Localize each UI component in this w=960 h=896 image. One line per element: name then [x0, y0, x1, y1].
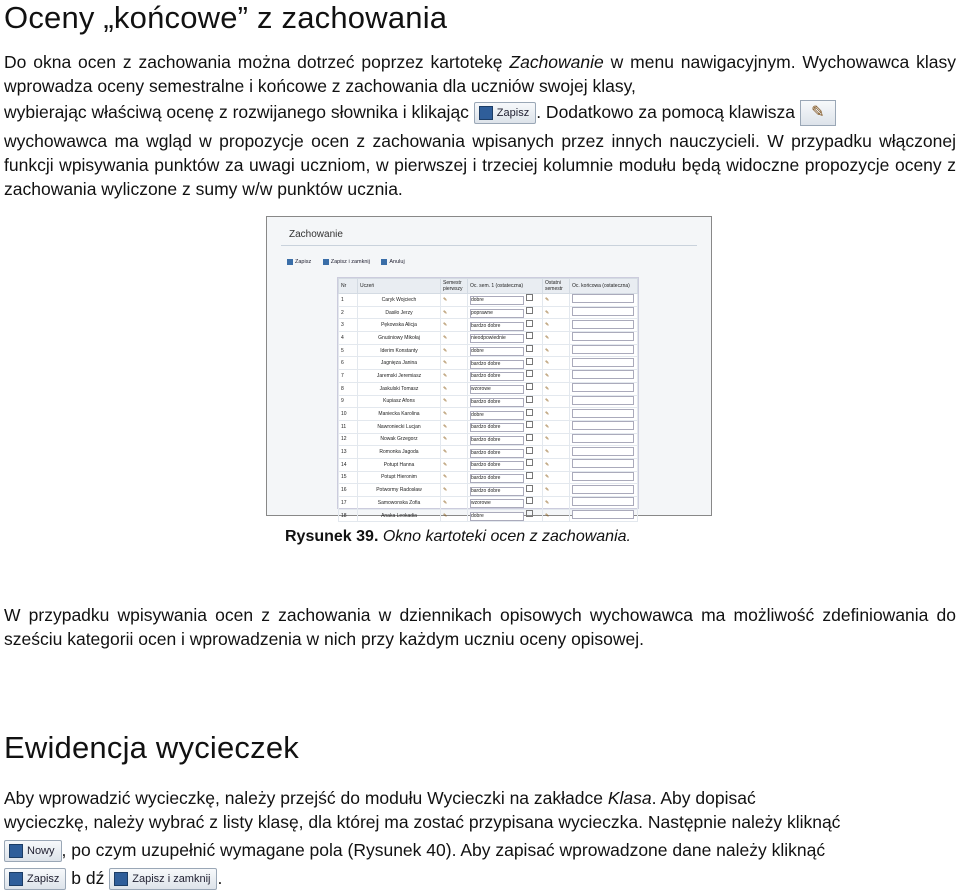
grade-select[interactable]: bardzo dobre [470, 372, 524, 381]
sem1-grade-cell [468, 509, 543, 522]
paragraph-trips-2: wycieczkę, należy wybrać z listy klasę, dla której ma zostać przypisana wycieczka. Następnie należy kliknąć [4, 812, 841, 832]
pencil-icon[interactable]: ✎ [545, 334, 550, 341]
paragraph-intro [4, 50, 956, 98]
table-row [339, 484, 638, 497]
grade-select[interactable]: bardzo dobre [470, 487, 524, 496]
grade-select[interactable]: bardzo dobre [470, 423, 524, 432]
pencil-icon[interactable]: ✎ [443, 449, 448, 456]
final-grade-select[interactable] [572, 409, 634, 418]
student-name: Pękowska Alicja [358, 319, 441, 332]
pencil-icon[interactable]: ✎ [443, 309, 448, 316]
pencil-icon[interactable]: ✎ [443, 296, 448, 303]
table-row [339, 420, 638, 433]
sem1-proposal [441, 446, 468, 459]
pencil-icon[interactable]: ✎ [545, 322, 550, 329]
final-grade-cell [570, 497, 638, 510]
text-klasa-italic: Klasa [607, 788, 652, 808]
last-sem-proposal [543, 420, 570, 433]
new-doc-icon [9, 844, 23, 858]
row-number: 7 [339, 370, 358, 383]
toolbar-cancel: Anuluj [381, 259, 404, 265]
grade-select[interactable]: bardzo dobre [470, 360, 524, 369]
paragraph-descriptive: W przypadku wpisywania ocen z zachowania w dziennikach opisowych wychowawca ma możliwość zdefiniowania do sześciu kategorii ocen i wprowadzenia w nich przy każdym uczniu oceny opisowej. [4, 605, 956, 649]
text-line3-end: . Dodatkowo za pomocą klawisza [536, 102, 795, 122]
grade-checkbox[interactable] [526, 320, 533, 327]
pencil-icon[interactable]: ✎ [443, 398, 448, 405]
table-row [339, 471, 638, 484]
caption-text: Okno kartoteki ocen z zachowania. [378, 528, 631, 545]
table-row [339, 433, 638, 446]
final-grade-cell [570, 395, 638, 408]
col-sem1: Semestr pierwszy [441, 279, 468, 294]
grade-select[interactable]: poprawne [470, 309, 524, 318]
pencil-icon[interactable]: ✎ [545, 372, 550, 379]
grade-select[interactable]: bardzo dobre [470, 449, 524, 458]
final-grade-cell [570, 344, 638, 357]
grade-select[interactable]: bardzo dobre [470, 436, 524, 445]
grade-select[interactable]: wzorowe [470, 385, 524, 394]
divider [281, 245, 697, 246]
sem1-grade-cell [468, 319, 543, 332]
grade-checkbox[interactable] [526, 307, 533, 314]
grade-checkbox[interactable] [526, 434, 533, 441]
final-grade-select[interactable] [572, 294, 634, 303]
pencil-icon[interactable]: ✎ [545, 360, 550, 367]
grade-checkbox[interactable] [526, 332, 533, 339]
grade-checkbox[interactable] [526, 485, 533, 492]
grade-checkbox[interactable] [526, 409, 533, 416]
final-grade-select[interactable] [572, 383, 634, 392]
sem1-proposal [441, 420, 468, 433]
pencil-icon[interactable]: ✎ [443, 334, 448, 341]
student-name: Gnuśniowy Mikołaj [358, 332, 441, 345]
toolbar [287, 259, 415, 265]
final-grade-cell [570, 319, 638, 332]
row-number: 16 [339, 484, 358, 497]
sem1-grade-cell [468, 395, 543, 408]
pencil-icon[interactable]: ✎ [545, 487, 550, 494]
table-row [339, 332, 638, 345]
sem1-proposal [441, 382, 468, 395]
pencil-icon[interactable]: ✎ [443, 423, 448, 430]
grade-checkbox[interactable] [526, 472, 533, 479]
final-grade-cell [570, 306, 638, 319]
grade-select[interactable]: dobre [470, 296, 524, 305]
sem1-grade-cell [468, 332, 543, 345]
student-name: Jaremski Jeremiasz [358, 370, 441, 383]
final-grade-cell [570, 446, 638, 459]
pencil-icon[interactable]: ✎ [443, 322, 448, 329]
last-sem-proposal [543, 446, 570, 459]
figure-zachowanie-window [266, 216, 712, 520]
col-student: Uczeń [358, 279, 441, 294]
text-intro-1: Do okna ocen z zachowania można dotrzeć poprzez kartotekę [4, 52, 510, 72]
figure-caption [285, 528, 631, 546]
last-sem-proposal [543, 357, 570, 370]
grade-select[interactable]: dobre [470, 411, 524, 420]
final-grade-cell [570, 382, 638, 395]
final-grade-cell [570, 458, 638, 471]
last-sem-proposal [543, 306, 570, 319]
final-grade-cell [570, 471, 638, 484]
sem1-proposal [441, 509, 468, 522]
pencil-icon[interactable]: ✎ [443, 461, 448, 468]
pencil-button-image [800, 100, 836, 126]
row-number: 12 [339, 433, 358, 446]
last-sem-proposal [543, 471, 570, 484]
sem1-grade-cell [468, 497, 543, 510]
table-row [339, 306, 638, 319]
sem1-grade-cell [468, 382, 543, 395]
sem1-grade-cell [468, 294, 543, 307]
table-row [339, 408, 638, 421]
last-sem-proposal [543, 344, 570, 357]
last-sem-proposal [543, 319, 570, 332]
floppy-icon [9, 872, 23, 886]
last-sem-proposal [543, 382, 570, 395]
student-name: Iderim Konstanty [358, 344, 441, 357]
row-number: 3 [339, 319, 358, 332]
sem1-grade-cell [468, 344, 543, 357]
table-row [339, 370, 638, 383]
row-number: 1 [339, 294, 358, 307]
grade-select[interactable]: bardzo dobre [470, 474, 524, 483]
final-grade-cell [570, 294, 638, 307]
row-number: 14 [339, 458, 358, 471]
new-button-image: Nowy [4, 840, 62, 862]
grades-table [338, 278, 638, 522]
final-grade-cell [570, 420, 638, 433]
row-number: 8 [339, 382, 358, 395]
toolbar-save: Zapisz [287, 259, 311, 265]
sem1-proposal [441, 471, 468, 484]
pencil-icon[interactable]: ✎ [545, 398, 550, 405]
pencil-icon[interactable]: ✎ [545, 449, 550, 456]
final-grade-select[interactable] [572, 497, 634, 506]
row-number: 9 [339, 395, 358, 408]
floppy-icon [114, 872, 128, 886]
pencil-icon[interactable]: ✎ [443, 385, 448, 392]
row-number: 2 [339, 306, 358, 319]
final-grade-select[interactable] [572, 485, 634, 494]
student-name: Potupt Hieronim [358, 471, 441, 484]
table-row [339, 458, 638, 471]
pencil-icon[interactable]: ✎ [443, 360, 448, 367]
sem1-grade-cell [468, 357, 543, 370]
student-name: Romonka Jagoda [358, 446, 441, 459]
sem1-grade-cell [468, 306, 543, 319]
grade-select[interactable]: bardzo dobre [470, 398, 524, 407]
sem1-proposal [441, 395, 468, 408]
pencil-icon[interactable]: ✎ [443, 487, 448, 494]
grade-checkbox[interactable] [526, 459, 533, 466]
pencil-icon[interactable]: ✎ [545, 461, 550, 468]
text-intro-2: w menu nawigacyjnym. Wychowawca klasy wprowadza oceny semestralne i końcowe z zachowania dla uczniów swojej klasy, [4, 52, 956, 96]
last-sem-proposal [543, 484, 570, 497]
final-grade-select[interactable] [572, 345, 634, 354]
table-row [339, 382, 638, 395]
last-sem-proposal [543, 294, 570, 307]
window-title: Zachowanie [289, 229, 343, 240]
sem1-grade-cell [468, 458, 543, 471]
col-grade-sem1: Oc. sem. 1 (ostateczna) [468, 279, 543, 294]
col-final-grade: Oc. końcowa (ostateczna) [570, 279, 638, 294]
row-number: 4 [339, 332, 358, 345]
pencil-icon[interactable]: ✎ [545, 347, 550, 354]
row-number: 10 [339, 408, 358, 421]
student-name: Caryk Wojciech [358, 294, 441, 307]
final-grade-select[interactable] [572, 434, 634, 443]
final-grade-select[interactable] [572, 447, 634, 456]
sem1-proposal [441, 370, 468, 383]
final-grade-select[interactable] [572, 358, 634, 367]
grade-checkbox[interactable] [526, 358, 533, 365]
row-number: 18 [339, 509, 358, 522]
student-name: Jagnięza Janina [358, 357, 441, 370]
last-sem-proposal [543, 408, 570, 421]
pencil-icon[interactable]: ✎ [545, 512, 550, 519]
final-grade-cell [570, 484, 638, 497]
final-grade-select[interactable] [572, 396, 634, 405]
pencil-icon[interactable]: ✎ [443, 347, 448, 354]
sem1-proposal [441, 344, 468, 357]
table-row [339, 357, 638, 370]
pencil-icon[interactable]: ✎ [545, 309, 550, 316]
pencil-icon[interactable]: ✎ [545, 474, 550, 481]
final-grade-select[interactable] [572, 370, 634, 379]
grade-checkbox[interactable] [526, 383, 533, 390]
table-row [339, 509, 638, 522]
pencil-icon[interactable]: ✎ [443, 411, 448, 418]
last-sem-proposal [543, 395, 570, 408]
paragraph-trips-4: Zapisz b dź Zapisz i zamknij . [4, 866, 222, 890]
grade-checkbox[interactable] [526, 294, 533, 301]
sem1-proposal [441, 357, 468, 370]
paragraph-trips-3: Nowy , po czym uzupełnić wymagane pola (Rysunek 40). Aby zapisać wprowadzone dane należy kliknąć [4, 838, 825, 862]
grade-checkbox[interactable] [526, 370, 533, 377]
sem1-grade-cell [468, 446, 543, 459]
floppy-icon [479, 106, 493, 120]
last-sem-proposal [543, 433, 570, 446]
final-grade-select[interactable] [572, 332, 634, 341]
sem1-grade-cell [468, 370, 543, 383]
student-name: Nowak Grzegorz [358, 433, 441, 446]
student-name: Potupt Hanna [358, 458, 441, 471]
final-grade-cell [570, 408, 638, 421]
final-grade-select[interactable] [572, 459, 634, 468]
final-grade-cell [570, 357, 638, 370]
table-row [339, 294, 638, 307]
pencil-icon: ✎ [811, 104, 825, 122]
student-name: Samowonska Zofia [358, 497, 441, 510]
sem1-grade-cell [468, 471, 543, 484]
grade-select[interactable]: nieodpowiednie [470, 334, 524, 343]
grade-select[interactable]: dobre [470, 512, 524, 521]
final-grade-select[interactable] [572, 421, 634, 430]
sem1-proposal [441, 484, 468, 497]
pencil-icon[interactable]: ✎ [545, 499, 550, 506]
student-name: Jaskulski Tomasz [358, 382, 441, 395]
grade-checkbox[interactable] [526, 447, 533, 454]
sem1-proposal [441, 294, 468, 307]
student-name: Dasiło Jerzy [358, 306, 441, 319]
student-name: Nawroniecki Lucjan [358, 420, 441, 433]
sem1-proposal [441, 458, 468, 471]
final-grade-cell [570, 332, 638, 345]
pencil-icon[interactable]: ✎ [443, 499, 448, 506]
pencil-icon[interactable]: ✎ [545, 411, 550, 418]
sem1-proposal [441, 319, 468, 332]
final-grade-cell [570, 509, 638, 522]
section-heading-wycieczki: Ewidencja wycieczek [4, 730, 299, 765]
row-number: 13 [339, 446, 358, 459]
last-sem-proposal [543, 370, 570, 383]
paragraph-trips-1: Aby wprowadzić wycieczkę, należy przejść do modułu Wycieczki na zakładce Klasa. Aby dopisać [4, 788, 756, 808]
pencil-icon[interactable]: ✎ [545, 296, 550, 303]
pencil-icon[interactable]: ✎ [545, 436, 550, 443]
table-row [339, 395, 638, 408]
pencil-icon[interactable]: ✎ [443, 512, 448, 519]
grade-checkbox[interactable] [526, 510, 533, 517]
grade-checkbox[interactable] [526, 345, 533, 352]
sem1-proposal [441, 408, 468, 421]
student-name: Maniecka Karolina [358, 408, 441, 421]
sem1-proposal [441, 306, 468, 319]
final-grade-select[interactable] [572, 472, 634, 481]
table-row [339, 319, 638, 332]
paragraph-rest: wychowawca ma wgląd w propozycje ocen z zachowania wpisanych przez innych nauczycieli. W przypadku włączonej funkcji wpisywania punktów za uwagi uczniom, w pierwszej i trzeciej kolumnie modułu będą widoczne propozycje oceny z zachowania wyliczone z sumy w/w punktów ucznia. [4, 131, 956, 199]
row-number: 6 [339, 357, 358, 370]
last-sem-proposal [543, 509, 570, 522]
save-button-image: Zapisz [474, 102, 536, 124]
student-name: Anaka Leokadia [358, 509, 441, 522]
sem1-proposal [441, 332, 468, 345]
final-grade-select[interactable] [572, 510, 634, 519]
grade-select[interactable]: bardzo dobre [470, 322, 524, 331]
sem1-grade-cell [468, 484, 543, 497]
grade-select[interactable]: wzorowe [470, 499, 524, 508]
grade-checkbox[interactable] [526, 396, 533, 403]
pencil-icon[interactable]: ✎ [443, 474, 448, 481]
final-grade-cell [570, 370, 638, 383]
row-number: 15 [339, 471, 358, 484]
pencil-icon[interactable]: ✎ [545, 385, 550, 392]
grade-checkbox[interactable] [526, 421, 533, 428]
col-nr: Nr [339, 279, 358, 294]
section-heading-zachowanie: Oceny „końcowe” z zachowania [4, 0, 448, 35]
last-sem-proposal [543, 497, 570, 510]
row-number: 11 [339, 420, 358, 433]
pencil-icon[interactable]: ✎ [545, 423, 550, 430]
save-button-image-2: Zapisz [4, 868, 66, 890]
sem1-grade-cell [468, 420, 543, 433]
sem1-grade-cell [468, 408, 543, 421]
grades-table-container [337, 277, 639, 520]
pencil-icon[interactable]: ✎ [443, 372, 448, 379]
last-sem-proposal [543, 458, 570, 471]
sem1-proposal [441, 497, 468, 510]
table-row [339, 344, 638, 357]
text-zachowanie-italic: Zachowanie [509, 52, 604, 72]
final-grade-select[interactable] [572, 307, 634, 316]
student-name: Potwormy Radosław [358, 484, 441, 497]
final-grade-select[interactable] [572, 320, 634, 329]
toolbar-save-close: Zapisz i zamknij [323, 259, 370, 265]
sem1-proposal [441, 433, 468, 446]
row-number: 5 [339, 344, 358, 357]
row-number: 17 [339, 497, 358, 510]
save-close-button-image: Zapisz i zamknij [109, 868, 217, 890]
grade-select[interactable]: dobre [470, 347, 524, 356]
student-name: Kupiasz Afons [358, 395, 441, 408]
final-grade-cell [570, 433, 638, 446]
grade-select[interactable]: bardzo dobre [470, 461, 524, 470]
last-sem-proposal [543, 332, 570, 345]
paragraph-line-3 [4, 100, 836, 126]
caption-label: Rysunek 39. [285, 528, 379, 545]
sem1-grade-cell [468, 433, 543, 446]
text-line3-start: wybierając właściwą ocenę z rozwijanego słownika i klikając [4, 102, 469, 122]
col-last-sem: Ostatni semestr [543, 279, 570, 294]
grade-checkbox[interactable] [526, 497, 533, 504]
table-row [339, 446, 638, 459]
pencil-icon[interactable]: ✎ [443, 436, 448, 443]
table-row [339, 497, 638, 510]
